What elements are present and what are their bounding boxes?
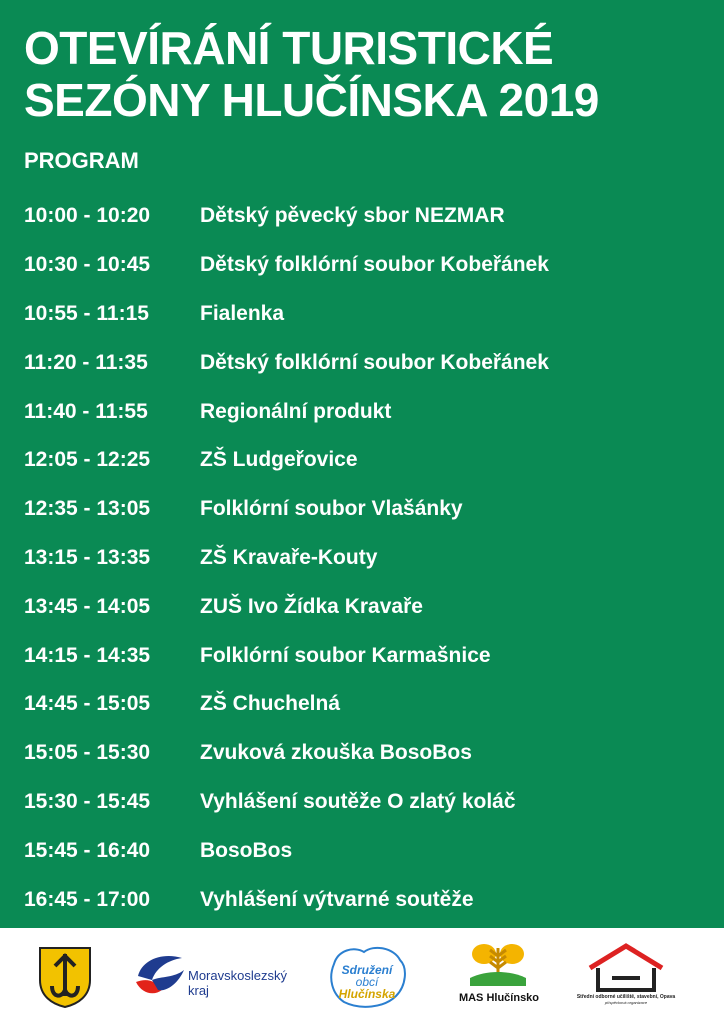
- schedule-time: 12:35 - 13:05: [24, 497, 151, 521]
- school-house-logo: [584, 942, 668, 994]
- schedule-act: Dětský folklórní soubor Kobeřánek: [200, 350, 549, 374]
- mas-hlucinsko-logo-mark: [466, 940, 530, 990]
- schedule-row: [24, 534, 704, 583]
- schedule-time: 13:45 - 14:05: [24, 594, 151, 618]
- schedule-time: 11:20 - 11:35: [24, 350, 148, 374]
- schedule-act: Folklórní soubor Vlašánky: [200, 497, 463, 521]
- schedule-row: [24, 680, 704, 729]
- schedule-row: [24, 192, 704, 241]
- sdruzeni-line-1: Sdružení: [341, 963, 393, 977]
- schedule-act: Fialenka: [200, 301, 285, 325]
- moravskoslezsky-line-2: kraj: [188, 983, 209, 998]
- schedule-act: Dětský pěvecký sbor NEZMAR: [200, 204, 505, 228]
- schedule-time: 12:05 - 12:25: [24, 448, 151, 472]
- schedule-time: 15:45 - 16:40: [24, 838, 151, 862]
- schedule-row: [24, 387, 704, 436]
- title-line-2: SEZÓNY HLUČÍNSKA 2019: [24, 74, 599, 126]
- coat-of-arms-logo: [38, 946, 92, 1008]
- page-title: [24, 22, 714, 126]
- school-line-1: Střední odborné učiliště, stavební, Opava: [576, 994, 676, 1000]
- schedule-list: [24, 192, 704, 924]
- sdruzeni-obci-label: [330, 964, 404, 1000]
- school-line-2: příspěvková organizace: [604, 1000, 648, 1005]
- schedule-time: 16:45 - 17:00: [24, 887, 151, 911]
- schedule-time: 15:05 - 15:30: [24, 741, 151, 765]
- schedule-row: [24, 729, 704, 778]
- sponsor-logos-bar: [0, 928, 724, 1024]
- schedule-act: ZŠ Kravaře-Kouty: [200, 545, 378, 569]
- sdruzeni-line-3: Hlučínska: [338, 987, 396, 1001]
- mas-hlucinsko-label: MAS Hlučínsko: [458, 992, 540, 1004]
- schedule-row: [24, 290, 704, 339]
- schedule-row: [24, 485, 704, 534]
- schedule-act: Dětský folklórní soubor Kobeřánek: [200, 253, 549, 277]
- schedule-row: [24, 778, 704, 827]
- schedule-time: 10:30 - 10:45: [24, 253, 151, 277]
- moravskoslezsky-kraj-logo-mark: [132, 950, 188, 1000]
- schedule-row: [24, 582, 704, 631]
- schedule-row: [24, 436, 704, 485]
- sdruzeni-line-2: obcí: [355, 975, 379, 989]
- program-heading: PROGRAM: [24, 148, 139, 173]
- schedule-row: [24, 241, 704, 290]
- schedule-time: 13:15 - 13:35: [24, 545, 151, 569]
- moravskoslezsky-line-1: Moravskoslezský: [188, 968, 287, 983]
- schedule-row: [24, 826, 704, 875]
- schedule-act: Vyhlášení výtvarné soutěže: [200, 887, 474, 911]
- moravskoslezsky-kraj-label: [188, 968, 287, 998]
- schedule-act: ZUŠ Ivo Žídka Kravaře: [200, 594, 423, 618]
- schedule-row: [24, 631, 704, 680]
- schedule-row: [24, 338, 704, 387]
- schedule-time: 10:55 - 11:15: [24, 301, 149, 325]
- schedule-time: 10:00 - 10:20: [24, 204, 151, 228]
- schedule-act: Zvuková zkouška BosoBos: [200, 741, 472, 765]
- schedule-time: 14:15 - 14:35: [24, 643, 151, 667]
- schedule-act: Regionální produkt: [200, 399, 392, 423]
- schedule-act: BosoBos: [200, 838, 293, 862]
- schedule-act: ZŠ Chuchelná: [200, 692, 341, 716]
- schedule-time: 14:45 - 15:05: [24, 692, 151, 716]
- schedule-time: 15:30 - 15:45: [24, 789, 151, 813]
- schedule-act: Folklórní soubor Karmašnice: [200, 643, 491, 667]
- schedule-act: Vyhlášení soutěže O zlatý koláč: [200, 789, 516, 813]
- schedule-time: 11:40 - 11:55: [24, 399, 148, 423]
- schedule-act: ZŠ Ludgeřovice: [200, 448, 358, 472]
- title-line-1: OTEVÍRÁNÍ TURISTICKÉ: [24, 22, 554, 74]
- schedule-row: [24, 875, 704, 924]
- school-label: [566, 994, 686, 1006]
